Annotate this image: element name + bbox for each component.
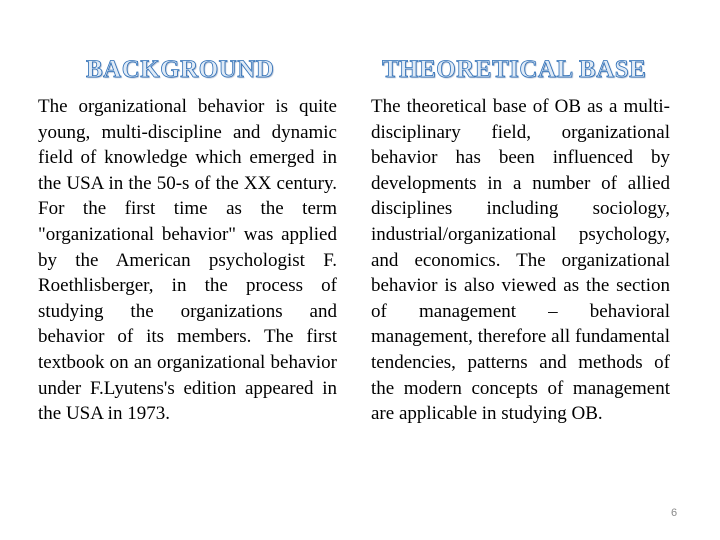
theoretical-base-text: The theoretical base of OB as a multi-disciplinary field, organizational behavior has been influenced by developments in a number of allied disciplines including sociology, industrial/organizational psychology, and economics. The organizational behavior is also viewed as the section of management – behavioral management, therefore all fundamental tendencies, patterns and methods of the modern concepts of management are applicable in studying OB. xyxy=(371,96,670,425)
page-number: 6 xyxy=(670,507,678,519)
background-text: The organizational behavior is quite young, multi-discipline and dynamic field of knowledge which emerged in the USA in the 50-s of the XX century. For the first time as the term "organizational behavior" was applied by the American psychologist F. Roethlisberger, in the process of studying the organizations and behavior of its members. The first textbook on an organizational behavior under F.Lyutens's edition appeared in the USA in 1973. xyxy=(38,96,337,425)
background-heading: BACKGROUND xyxy=(86,56,275,83)
theoretical-base-heading: THEORETICAL BASE xyxy=(382,56,647,83)
